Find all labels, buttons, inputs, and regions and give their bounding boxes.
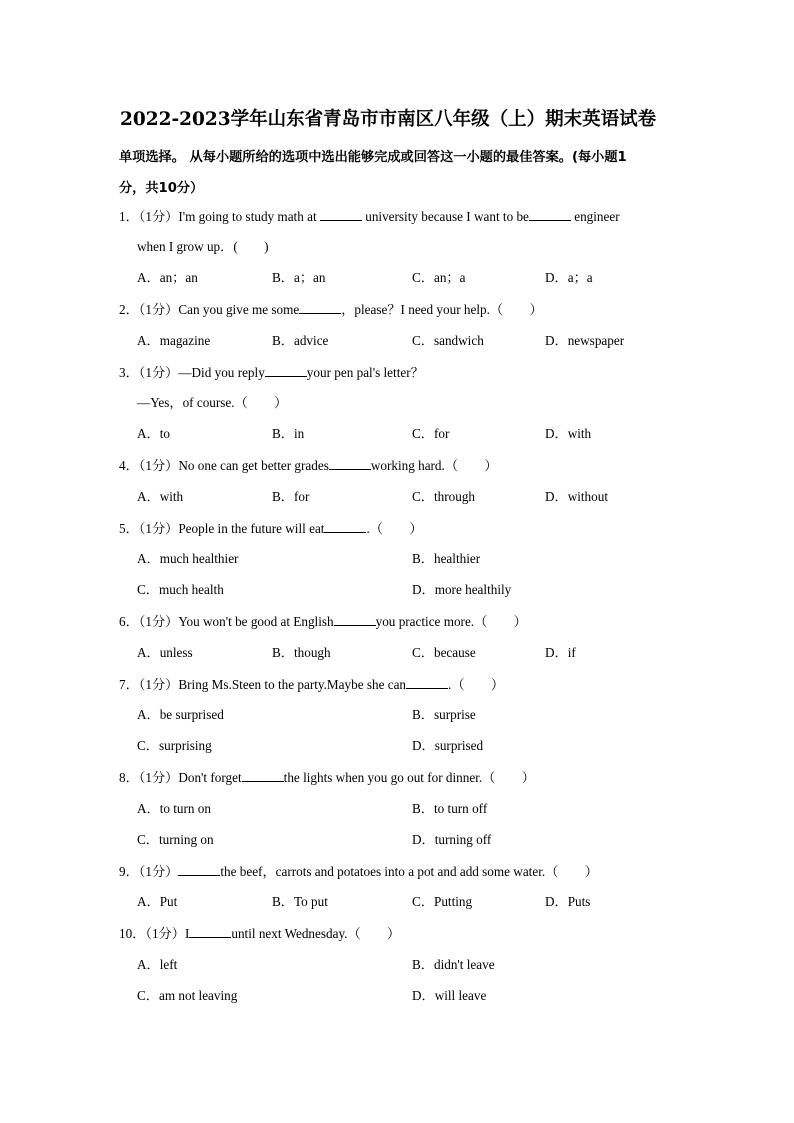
question-text: you practice more.（ ） <box>375 614 527 629</box>
option-c: C．because <box>412 645 476 660</box>
question-number: 6．（1分） <box>119 614 179 629</box>
option-a: A．to <box>137 426 170 441</box>
option-a: A．left <box>137 957 178 972</box>
question-1-continued: when I grow up．( ) <box>137 239 269 254</box>
answer-blank <box>406 676 448 689</box>
question-3 <box>119 364 424 381</box>
option-d: D．if <box>545 645 576 660</box>
question-text: your pen pal's letter？ <box>306 365 424 380</box>
option-d: D．with <box>545 426 592 441</box>
option-c: C．Putting <box>412 894 473 909</box>
question-text: You won't be good at English <box>178 614 334 629</box>
question-text: the lights when you go out for dinner.（ ） <box>283 770 535 785</box>
question-9 <box>119 863 598 880</box>
question-number: 9．（1分） <box>119 864 179 879</box>
answer-blank <box>334 613 376 626</box>
answer-blank <box>178 863 220 876</box>
section-instruction-line2: 分，共10分） <box>119 181 204 196</box>
option-b: B．To put <box>272 894 328 909</box>
question-text: Don't forget <box>178 770 242 785</box>
option-a: A．to turn on <box>137 801 211 816</box>
option-a: A．magazine <box>137 333 211 348</box>
option-b: B．for <box>272 489 310 504</box>
option-d: D．will leave <box>412 988 487 1003</box>
answer-blank <box>265 364 307 377</box>
question-text: engineer <box>570 209 620 224</box>
option-b: B．in <box>272 426 305 441</box>
question-text: People in the future will eat <box>178 521 325 536</box>
option-a: A．with <box>137 489 184 504</box>
answer-blank <box>320 208 362 221</box>
option-a: A．be surprised <box>137 707 224 722</box>
answer-blank <box>329 457 371 470</box>
question-text: .（ ） <box>448 677 505 692</box>
question-text: until next Wednesday.（ ） <box>231 926 401 941</box>
question-text: working hard.（ ） <box>370 458 498 473</box>
answer-blank <box>529 208 571 221</box>
option-c: C．through <box>412 489 476 504</box>
option-c: C．for <box>412 426 450 441</box>
section-instruction-line1: 单项选择。 从每小题所给的选项中选出能够完成或回答这一小题的最佳答案。(每小题1 <box>119 150 627 165</box>
option-d: D．newspaper <box>545 333 625 348</box>
option-d: D．Puts <box>545 894 591 909</box>
question-number: 2．（1分） <box>119 302 179 317</box>
option-b: B．surprise <box>412 707 476 722</box>
question-3-continued: —Yes，of course.（ ） <box>137 395 288 410</box>
question-6 <box>119 613 527 630</box>
option-c: C．sandwich <box>412 333 484 348</box>
option-c: C．turning on <box>137 832 214 847</box>
option-d: D．turning off <box>412 832 492 847</box>
answer-blank <box>299 301 341 314</box>
question-text: university because I want to be <box>361 209 529 224</box>
question-text: Bring Ms.Steen to the party.Maybe she can <box>178 677 407 692</box>
question-text: .（ ） <box>366 521 423 536</box>
option-c: C．an；a <box>412 270 466 285</box>
question-number: 5．（1分） <box>119 521 179 536</box>
question-8 <box>119 769 535 786</box>
question-number: 1．（1分） <box>119 209 179 224</box>
option-c: C．surprising <box>137 738 212 753</box>
question-text: ，please？I need your help.（ ） <box>341 302 543 317</box>
question-2 <box>119 301 543 318</box>
question-number: 4．（1分） <box>119 458 179 473</box>
question-text: No one can get better grades <box>178 458 329 473</box>
question-10 <box>119 925 400 942</box>
option-d: D．without <box>545 489 609 504</box>
question-text: Can you give me some <box>178 302 300 317</box>
answer-blank <box>189 925 231 938</box>
option-a: A．an；an <box>137 270 198 285</box>
option-a: A．Put <box>137 894 178 909</box>
option-c: C．am not leaving <box>137 988 238 1003</box>
option-a: A．unless <box>137 645 193 660</box>
option-b: B．healthier <box>412 551 481 566</box>
question-5 <box>119 520 423 537</box>
question-text: I <box>184 926 190 941</box>
question-number: 7．（1分） <box>119 677 179 692</box>
option-b: B．a；an <box>272 270 326 285</box>
question-4 <box>119 457 498 474</box>
question-number: 10．（1分） <box>119 926 185 941</box>
exam-title: 2022-2023学年山东省青岛市市南区八年级（上）期末英语试卷 <box>120 109 657 130</box>
option-b: B．didn't leave <box>412 957 495 972</box>
question-number: 8．（1分） <box>119 770 179 785</box>
option-b: B．to turn off <box>412 801 488 816</box>
question-number: 3．（1分） <box>119 365 179 380</box>
option-b: B．advice <box>272 333 329 348</box>
answer-blank <box>242 769 284 782</box>
question-text: I'm going to study math at <box>178 209 320 224</box>
question-1 <box>119 208 620 225</box>
option-a: A．much healthier <box>137 551 239 566</box>
question-text: the beef，carrots and potatoes into a pot and add some water.（ ） <box>220 864 598 879</box>
question-text: —Did you reply <box>178 365 265 380</box>
option-b: B．though <box>272 645 331 660</box>
option-d: D．surprised <box>412 738 484 753</box>
option-d: D．a；a <box>545 270 593 285</box>
option-d: D．more healthily <box>412 582 512 597</box>
answer-blank <box>324 520 366 533</box>
question-7 <box>119 676 504 693</box>
option-c: C．much health <box>137 582 224 597</box>
